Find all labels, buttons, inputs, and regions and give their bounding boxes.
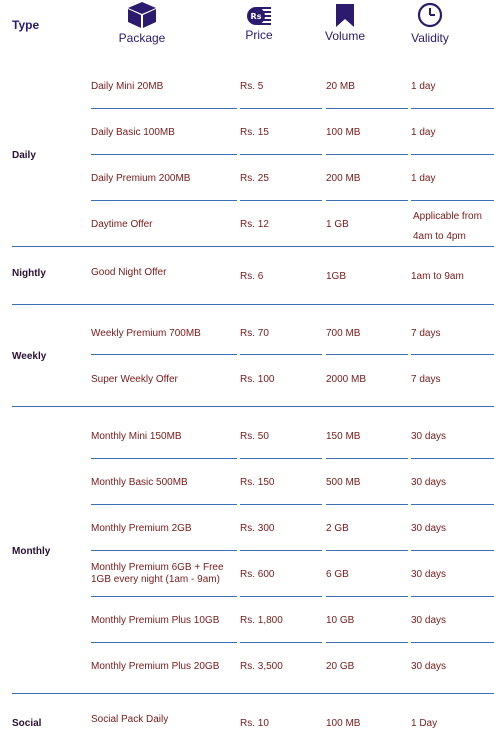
volume: 100 MB — [326, 127, 361, 138]
price: Rs. 150 — [240, 477, 275, 488]
price: Rs. 5 — [240, 81, 264, 92]
package-icon — [127, 1, 157, 34]
row-divider — [326, 550, 408, 551]
row-divider — [411, 458, 494, 459]
validity-column-header: Validity — [411, 31, 449, 45]
price: Rs. 10 — [240, 718, 269, 729]
validity: 1am to 9am — [411, 271, 464, 282]
row-divider — [411, 108, 494, 109]
validity: 30 days — [411, 477, 447, 488]
bookmark-icon — [336, 4, 354, 32]
validity: 1 Day — [411, 718, 438, 729]
validity: 30 days — [411, 661, 447, 672]
type-social: Social — [12, 718, 42, 729]
row-divider — [411, 642, 494, 643]
package-name: Daytime Offer — [91, 219, 153, 230]
volume: 700 MB — [326, 328, 361, 339]
package-name: Daily Premium 200MB — [91, 173, 191, 184]
price: Rs. 15 — [240, 127, 269, 138]
row-divider — [326, 200, 408, 201]
volume: 20 MB — [326, 81, 355, 92]
svg-text:Rs: Rs — [250, 12, 262, 21]
volume: 1GB — [326, 271, 347, 282]
price: Rs. 600 — [240, 569, 275, 580]
price: Rs. 1,800 — [240, 615, 283, 626]
volume: 10 GB — [326, 615, 355, 626]
price: Rs. 12 — [240, 219, 269, 230]
type-column-header: Type — [12, 18, 40, 32]
row-divider — [240, 354, 322, 355]
validity: 30 days — [411, 431, 447, 442]
volume-column-header: Volume — [324, 29, 366, 43]
row-divider — [411, 154, 494, 155]
volume: 2000 MB — [326, 374, 367, 385]
package-name: Social Pack Daily — [91, 714, 169, 725]
type-daily: Daily — [12, 150, 36, 161]
type-weekly: Weekly — [12, 351, 47, 362]
package-name: Monthly Premium 2GB — [91, 523, 192, 534]
row-divider — [91, 550, 237, 551]
volume: 2 GB — [326, 523, 349, 534]
row-divider — [91, 200, 237, 201]
volume: 100 MB — [326, 718, 361, 729]
price: Rs. 100 — [240, 374, 275, 385]
row-divider — [91, 642, 237, 643]
row-divider — [326, 504, 408, 505]
type-nightly: Nightly — [12, 268, 46, 279]
package-name: Monthly Mini 150MB — [91, 431, 182, 442]
validity: 30 days — [411, 569, 447, 580]
row-divider — [240, 458, 322, 459]
volume: 500 MB — [326, 477, 361, 488]
validity: 1 day — [411, 81, 436, 92]
row-divider — [411, 354, 494, 355]
group-divider — [12, 693, 494, 694]
row-divider — [240, 108, 322, 109]
group-divider — [12, 406, 494, 407]
package-name: Daily Basic 100MB — [91, 127, 175, 138]
row-divider — [411, 504, 494, 505]
volume: 200 MB — [326, 173, 361, 184]
type-monthly: Monthly — [12, 546, 51, 557]
row-divider — [240, 596, 322, 597]
price: Rs. 300 — [240, 523, 275, 534]
volume: 6 GB — [326, 569, 349, 580]
validity: Applicable from 4am to 4pm — [413, 211, 482, 242]
group-divider — [12, 304, 494, 305]
row-divider — [326, 354, 408, 355]
row-divider — [326, 154, 408, 155]
clock-icon — [417, 2, 443, 33]
package-name: Monthly Premium Plus 10GB — [91, 615, 220, 626]
row-divider — [326, 596, 408, 597]
validity: 30 days — [411, 615, 447, 626]
volume: 1 GB — [326, 219, 349, 230]
row-divider — [91, 154, 237, 155]
price: Rs. 50 — [240, 431, 269, 442]
package-name: Monthly Premium Plus 20GB — [91, 661, 220, 672]
validity: 30 days — [411, 523, 447, 534]
validity: 7 days — [411, 328, 441, 339]
package-column-header: Package — [118, 31, 166, 45]
package-name: Weekly Premium 700MB — [91, 328, 201, 339]
row-divider — [411, 200, 494, 201]
row-divider — [411, 550, 494, 551]
row-divider — [411, 596, 494, 597]
price: Rs. 25 — [240, 173, 269, 184]
package-name: Super Weekly Offer — [91, 374, 178, 385]
row-divider — [326, 642, 408, 643]
row-divider — [91, 458, 237, 459]
package-name: Good Night Offer — [91, 267, 167, 278]
price: Rs. 3,500 — [240, 661, 283, 672]
row-divider — [91, 354, 237, 355]
row-divider — [326, 108, 408, 109]
row-divider — [240, 504, 322, 505]
price: Rs. 70 — [240, 328, 269, 339]
package-name: Monthly Basic 500MB — [91, 477, 188, 488]
volume: 20 GB — [326, 661, 355, 672]
row-divider — [240, 550, 322, 551]
price: Rs. 6 — [240, 271, 264, 282]
validity: 1 day — [411, 127, 436, 138]
package-name: Monthly Premium 6GB + Free 1GB every night (1am - 9am) — [91, 562, 224, 585]
validity: 7 days — [411, 374, 441, 385]
package-name: Daily Mini 20MB — [91, 81, 164, 92]
row-divider — [91, 504, 237, 505]
row-divider — [91, 596, 237, 597]
row-divider — [240, 154, 322, 155]
row-divider — [240, 200, 322, 201]
price-column-header: Price — [245, 28, 273, 42]
row-divider — [91, 108, 237, 109]
group-divider — [12, 246, 494, 247]
row-divider — [240, 642, 322, 643]
validity: 1 day — [411, 173, 436, 184]
volume: 150 MB — [326, 431, 361, 442]
row-divider — [326, 458, 408, 459]
